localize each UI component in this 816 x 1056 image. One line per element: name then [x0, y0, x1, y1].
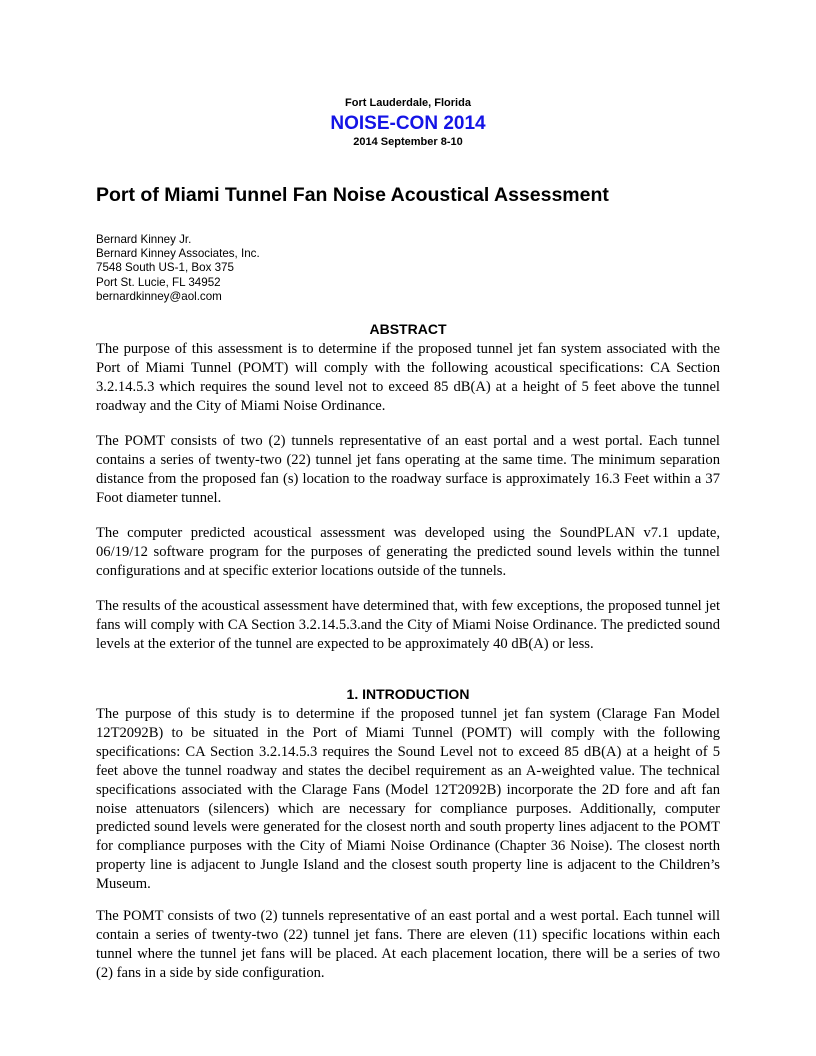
author-email: bernardkinney@aol.com: [96, 289, 222, 303]
abstract-paragraph: The results of the acoustical assessment have determined that, with few exceptions, the proposed tunnel jet fans will comply with CA Section 3.2.14.5.3.and the City of Miami Noise Ordinance. The predicted sound levels at the exterior of the tunnel are expected to be approximately 40 dB(A) or less.: [96, 598, 720, 652]
author-name: Bernard Kinney Jr.: [96, 233, 192, 246]
introduction-heading: 1. INTRODUCTION: [346, 686, 470, 702]
conference-dates: 2014 September 8-10: [353, 136, 463, 148]
conference-name: NOISE-CON 2014: [330, 113, 486, 134]
conference-location: Fort Lauderdale, Florida: [345, 97, 471, 109]
abstract-paragraph: The computer predicted acoustical assessment was developed using the SoundPLAN v7.1 update, 06/19/12 software program for the purposes of generating the predicted sound levels within the tunnel configurations and at specific exterior locations outside of the tunnels.: [96, 525, 720, 579]
author-address-line-1: 7548 South US-1, Box 375: [96, 261, 234, 275]
introduction-paragraph: The purpose of this study is to determine if the proposed tunnel jet fan system (Clarage Fan Model 12T2092B) to be situated in the Port of Miami Tunnel (POMT) will comply with the following specifications: CA Section 3.2.14.5.3 requires the Sound Level not to exceed 85 dB(A) at a height of 5 feet above the tunnel roadway and states the decibel requirement as an A-weighted value. The technical specifications associated with the Clarage Fans (Model 12T2092B) incorporate the 2D fore and aft fan noise attenuators (silencers) which are necessary for compliance purposes. Additionally, computer predicted sound levels were generated for the closest north and south property lines adjacent to the POMT for compliance purposes with the City of Miami Noise Ordinance (Chapter 36 Noise). The closest north property line is adjacent to Jungle Island and the closest south property line is adjacent to the Children’s Museum.: [96, 706, 720, 893]
abstract-paragraph: The POMT consists of two (2) tunnels representative of an east portal and a west portal. Each tunnel contains a series of twenty-two (22) tunnel jet fans operating at the same time. The minimum separation distance from the proposed fan (s) location to the roadway surface is approximately 16.3 Feet within a 37 Foot diameter tunnel.: [96, 433, 720, 506]
author-address-line-2: Port St. Lucie, FL 34952: [96, 275, 221, 289]
author-company: Bernard Kinney Associates, Inc.: [96, 247, 260, 261]
paper-title: Port of Miami Tunnel Fan Noise Acoustical Assessment: [96, 184, 609, 206]
abstract-heading: ABSTRACT: [369, 321, 447, 337]
introduction-paragraph: The POMT consists of two (2) tunnels representative of an east portal and a west portal. Each tunnel will contain a series of twenty-two (22) tunnel jet fans. There are eleven (11) specific locations within each tunnel where the tunnel jet fans will be placed. At each placement location, there will be a series of two (2) fans in a side by side configuration.: [96, 908, 720, 981]
author-block: [96, 233, 260, 304]
abstract-paragraph: The purpose of this assessment is to determine if the proposed tunnel jet fan system associated with the Port of Miami Tunnel (POMT) will comply with the following acoustical specifications: CA Section 3.2.14.5.3 which requires the sound level not to exceed 85 dB(A) at a height of 5 feet above the tunnel roadway and the City of Miami Noise Ordinance.: [96, 341, 720, 414]
